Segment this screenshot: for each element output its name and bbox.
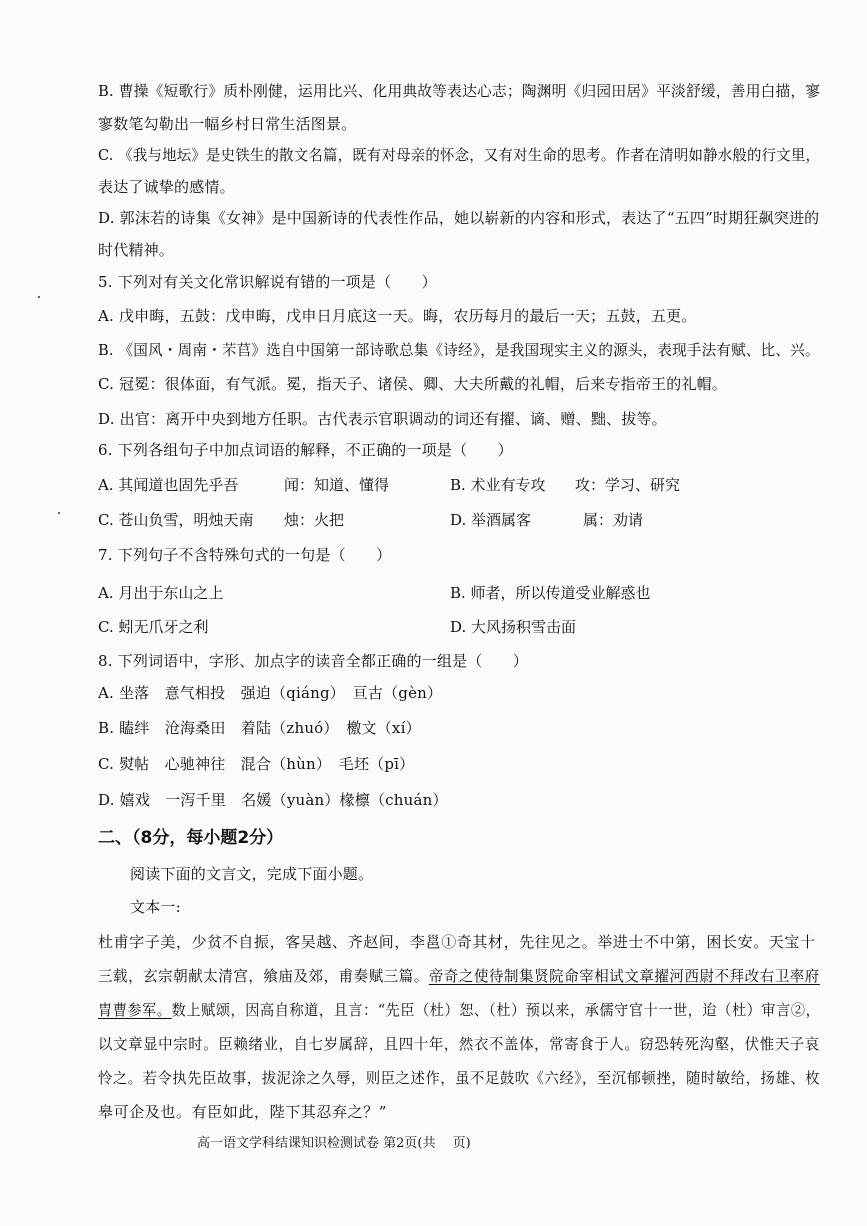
option-d-line-1: D. 郭沫若的诗集《女神》是中国新诗的代表性作品，她以崭新的内容和形式，表达了“五四”时期狂飙突进的 xyxy=(98,209,820,227)
question-6-option-d-sentence: D. 举酒属客 xyxy=(450,511,532,529)
question-5-option-a: A. 戊申晦，五鼓：戊申晦，戊申日月底这一天。晦，农历每月的最后一天；五鼓，五更。 xyxy=(98,307,697,325)
question-8-option-a: A. 坐落 意气相投 强迫（qiáng） 亘古（gèn） xyxy=(98,684,443,702)
reading-instruction: 阅读下面的文言文，完成下面小题。 xyxy=(130,865,374,883)
question-8-option-d: D. 嬉戏 一泻千里 名媛（yuàn）椽檩（chuán） xyxy=(98,791,448,809)
passage-line-5: 怜之。若令执先臣故事，拔泥涂之久辱，则臣之述作，虽不足鼓吹《六经》，至沉郁顿挫，随时敏给，扬雄、枚 xyxy=(98,1069,821,1087)
passage-line-3 xyxy=(98,1000,820,1020)
passage-line-4: 以文章显中宗时。臣赖绪业，自七岁属辞，且四十年，然衣不盖体，常寄食于人。窃恐转死沟壑，伏惟天子哀 xyxy=(98,1035,820,1053)
question-5-option-d: D. 出官：离开中央到地方任职。古代表示官职调动的词还有擢、谪、赠、黜、拔等。 xyxy=(98,410,667,428)
question-8-option-b: B. 瞌绊 沧海桑田 着陆（zhuó） 檄文（xí） xyxy=(98,719,421,737)
passage-line-2-plain: 三载，玄宗朝献太清宫，飨庙及郊，甫奏赋三篇。 xyxy=(98,967,429,985)
scan-speck xyxy=(38,296,40,298)
question-5-stem: 5. 下列对有关文化常识解说有错的一项是（ ） xyxy=(98,273,437,291)
question-6-option-c-gloss: 烛：火把 xyxy=(284,511,345,529)
question-6-option-b-gloss: 攻：学习、研究 xyxy=(575,476,681,494)
passage-line-1: 杜甫字子美，少贫不自振，客吴越、齐赵间，李邕①奇其材，先往见之。举进士不中第，困长安。天宝十 xyxy=(98,933,816,951)
option-b-line-1: B. 曹操《短歌行》质朴刚健，运用比兴、化用典故等表达心志；陶渊明《归园田居》平淡舒缓，善用白描，寥 xyxy=(98,82,821,100)
question-7-option-a: A. 月出于东山之上 xyxy=(98,584,224,602)
question-6-option-b-sentence: B. 术业有专攻 xyxy=(450,476,546,494)
question-6-option-a-gloss: 闻：知道、懂得 xyxy=(284,476,390,494)
passage-line-2-underlined: 帝奇之使待制集贤院命宰相试文章擢河西尉不拜改右卫率府 xyxy=(428,967,820,985)
option-c-line-1: C. 《我与地坛》是史铁生的散文名篇，既有对母亲的怀念，又有对生命的思考。作者在清明如静水般的行文里， xyxy=(98,146,821,164)
text-one-label: 文本一: xyxy=(130,898,181,916)
question-8-option-c: C. 熨帖 心驰神往 混合（hùn） 毛坯（pī） xyxy=(98,755,415,773)
question-7-option-b: B. 师者，所以传道受业解惑也 xyxy=(450,584,651,602)
section-2-heading: 二、（8分，每小题2分） xyxy=(98,828,284,848)
passage-line-3-underlined: 胄曹参军。 xyxy=(98,1001,172,1019)
passage-line-6: 皋可企及也。有臣如此，陛下其忍弃之？” xyxy=(98,1103,388,1121)
question-6-option-d-gloss: 属：劝请 xyxy=(583,511,644,529)
question-7-option-d: D. 大风扬积雪击面 xyxy=(450,618,577,636)
question-6-option-c-sentence: C. 苍山负雪，明烛天南 xyxy=(98,511,254,529)
scan-speck xyxy=(58,512,60,514)
question-5-option-c: C. 冠冕：很体面，有气派。冕，指天子、诸侯、卿、大夫所戴的礼帽，后来专指帝王的礼帽。 xyxy=(98,375,728,393)
option-d-line-2: 时代精神。 xyxy=(98,241,175,259)
passage-line-3-plain: 数上赋颂，因高自称道，且言：“先臣（杜）恕、（杜）预以来，承儒守官十一世，迨（杜）审言②， xyxy=(171,1001,821,1019)
question-8-stem: 8. 下列词语中，字形、加点字的读音全都正确的一组是（ ） xyxy=(98,652,529,670)
question-6-stem: 6. 下列各组句子中加点词语的解释，不正确的一项是（ ） xyxy=(98,441,513,459)
question-7-stem: 7. 下列句子不含特殊句式的一句是（ ） xyxy=(98,546,392,564)
page-footer: 高一语文学科结课知识检测试卷 第2页(共 页) xyxy=(197,1136,471,1151)
option-c-line-2: 表达了诚挚的感情。 xyxy=(98,178,235,196)
question-5-option-b: B. 《国风・周南・芣苢》选自中国第一部诗歌总集《诗经》，是我国现实主义的源头，表现手法有赋、比、兴。 xyxy=(98,341,820,359)
option-b-line-2: 寥数笔勾勒出一幅乡村日常生活图景。 xyxy=(98,115,357,133)
question-7-option-c: C. 蚓无爪牙之利 xyxy=(98,618,209,636)
question-6-option-a-sentence: A. 其闻道也固先乎吾 xyxy=(98,476,239,494)
passage-line-2 xyxy=(98,966,820,986)
